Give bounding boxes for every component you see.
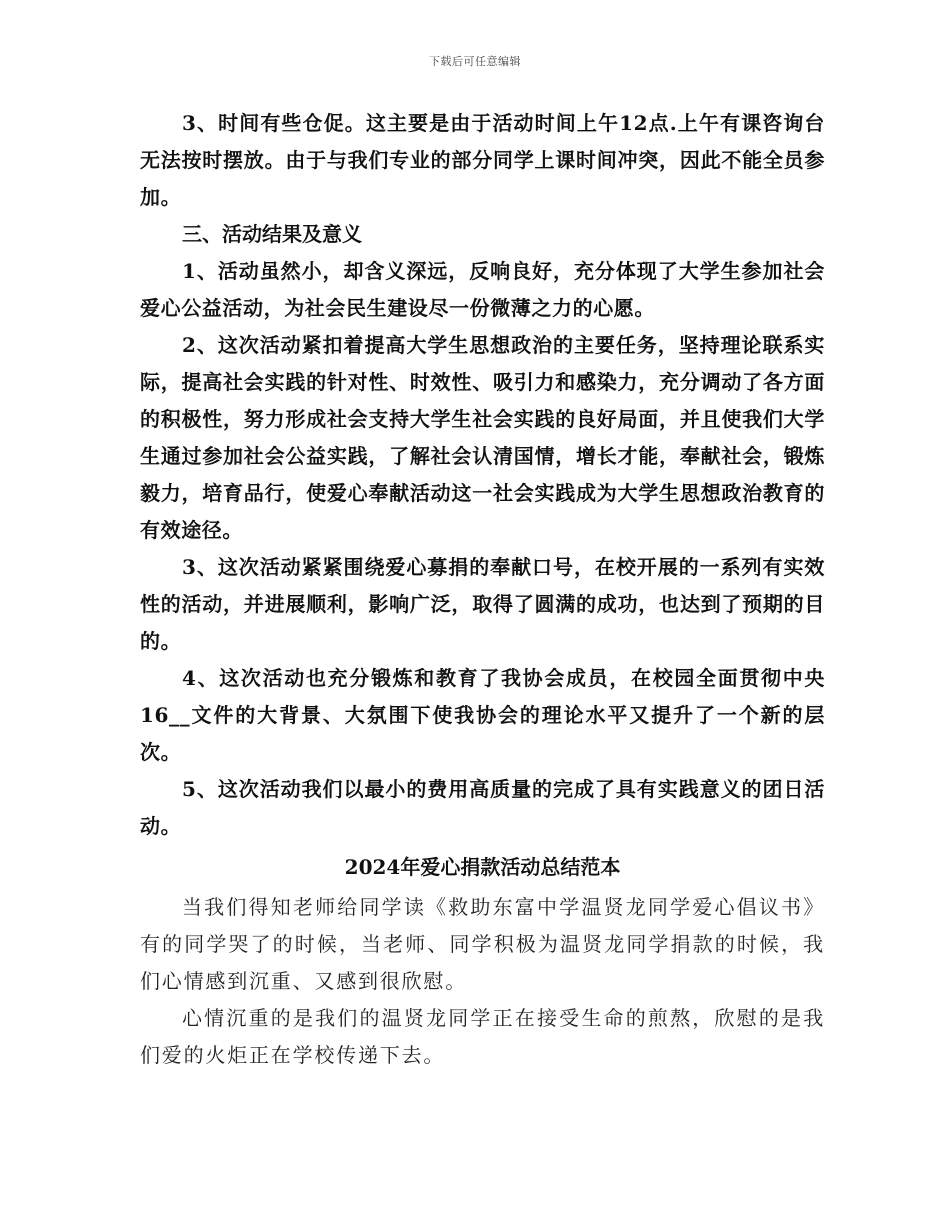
paragraph-donation-2: 心情沉重的是我们的温贤龙同学正在接受生命的煎熬，欣慰的是我们爱的火炬正在学校传递下去。 bbox=[140, 1006, 825, 1067]
document-body bbox=[140, 105, 825, 1074]
section-heading-results: 三、活动结果及意义 bbox=[182, 222, 362, 246]
paragraph-result-3: 3、这次活动紧紧围绕爱心募捐的奉献口号，在校开展的一系列有实效性的活动，并进展顺利，影响广泛，取得了圆满的成功，也达到了预期的目的。 bbox=[140, 555, 825, 653]
paragraph-result-1: 1、活动虽然小，却含义深远，反响良好，充分体现了大学生参加社会爱心公益活动，为社会民生建设尽一份微薄之力的心愿。 bbox=[140, 259, 825, 320]
paragraph-donation-1: 当我们得知老师给同学读《救助东富中学温贤龙同学爱心倡议书》有的同学哭了的时候，当老师、同学积极为温贤龙同学捐款的时候，我们心情感到沉重、又感到很欣慰。 bbox=[140, 895, 825, 993]
paragraph-result-5: 5、这次活动我们以最小的费用高质量的完成了具有实践意义的团日活动。 bbox=[140, 777, 825, 838]
page-header-note: 下载后可任意编辑 bbox=[429, 55, 521, 68]
paragraph-time-constraint: 3、时间有些仓促。这主要是由于活动时间上午12点.上午有课咨询台无法按时摆放。由于与我们专业的部分同学上课时间冲突，因此不能全员参加。 bbox=[140, 111, 825, 209]
paragraph-result-2: 2、这次活动紧扣着提高大学生思想政治的主要任务，坚持理论联系实际，提高社会实践的针对性、时效性、吸引力和感染力，充分调动了各方面的积极性，努力形成社会支持大学生社会实践的良好局面，并且使我们大学生通过参加社会公益实践，了解社会认清国情，增长才能，奉献社会，锻炼毅力，培育品行，使爱心奉献活动这一社会实践成为大学生思想政治教育的有效途径。 bbox=[140, 333, 825, 542]
document-title: 2024年爱心捐款活动总结范本 bbox=[344, 855, 621, 879]
paragraph-result-4: 4、这次活动也充分锻炼和教育了我协会成员，在校园全面贯彻中央16__文件的大背景、大氛围下使我协会的理论水平又提升了一个新的层次。 bbox=[140, 666, 825, 764]
